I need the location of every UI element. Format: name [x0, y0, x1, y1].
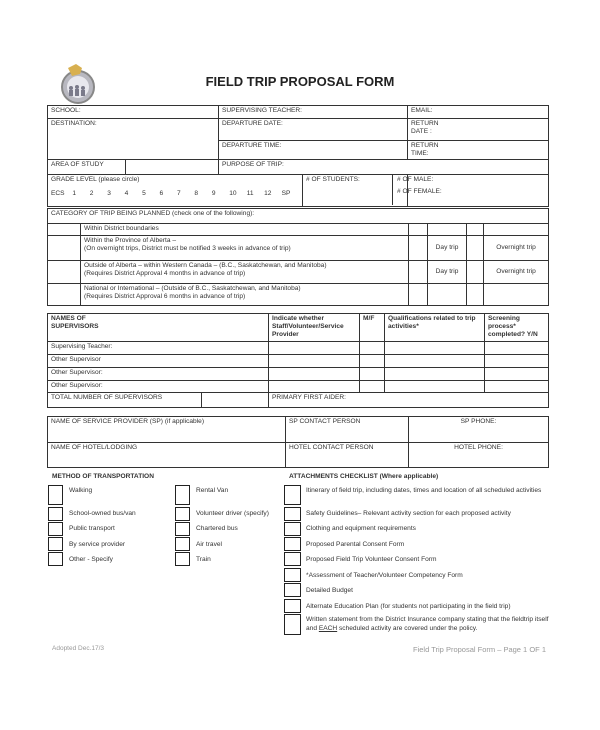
category-note: (Requires District Approval 6 months in advance of trip) — [84, 293, 246, 301]
role-field[interactable] — [269, 342, 360, 355]
role-field[interactable] — [269, 368, 360, 381]
transport-label: Chartered bus — [196, 525, 238, 532]
footer-adopted: Adopted Dec.17/3 — [52, 645, 105, 652]
overnight-checkbox[interactable] — [467, 236, 484, 261]
supervising-teacher-field[interactable]: SUPERVISING TEACHER: — [219, 106, 408, 119]
transport-label: Volunteer driver (specify) — [196, 510, 269, 517]
attachment-checkbox[interactable] — [284, 552, 301, 566]
day-trip-checkbox[interactable] — [409, 236, 428, 261]
grade-option[interactable]: 9 — [211, 189, 216, 197]
hotel-contact-field[interactable]: HOTEL CONTACT PERSON — [286, 443, 409, 468]
walking-checkbox[interactable] — [48, 485, 63, 505]
num-female-label: # OF FEMALE: — [397, 187, 442, 195]
screening-field[interactable] — [485, 355, 549, 368]
attachment-checkbox[interactable] — [284, 583, 301, 597]
attachment-label: Alternate Education Plan (for students not participating in the field trip) — [306, 603, 511, 610]
grade-option[interactable]: 6 — [159, 189, 164, 197]
supervisor-name-field[interactable]: Other Supervisor: — [48, 381, 269, 393]
purpose-field[interactable]: PURPOSE OF TRIP: — [219, 160, 549, 175]
category-header: CATEGORY OF TRIP BEING PLANNED (check one of the following): — [48, 209, 549, 224]
overnight-label: Overnight trip — [484, 261, 549, 284]
transport-label: School-owned bus/van — [69, 510, 136, 517]
attachment-checkbox[interactable] — [284, 599, 301, 613]
attachment-emphasis: EACH — [318, 624, 338, 632]
blank-cell — [428, 224, 467, 236]
supervisor-name-field[interactable]: Other Supervisor — [48, 355, 269, 368]
category-checkbox[interactable] — [48, 261, 81, 284]
transport-label: Air travel — [196, 541, 223, 548]
trip-info-table — [47, 105, 549, 207]
train-checkbox[interactable] — [175, 552, 190, 566]
category-label — [81, 236, 409, 261]
num-male-label: # OF MALE: — [397, 176, 434, 184]
grade-options — [51, 190, 299, 198]
service-provider-checkbox[interactable] — [48, 537, 63, 551]
category-checkbox[interactable] — [48, 224, 81, 236]
grade-option[interactable]: 12 — [264, 189, 272, 197]
return-date-field[interactable]: RETURN DATE : — [408, 119, 549, 141]
grade-option[interactable]: ECS — [51, 189, 65, 197]
return-time-field[interactable]: RETURN TIME: — [408, 141, 549, 160]
category-line: Outside of Alberta – within Western Canada – (B.C., Saskatchewan, and Manitoba) — [84, 262, 327, 269]
other-transport-checkbox[interactable] — [48, 552, 63, 566]
destination-field[interactable]: DESTINATION: — [48, 119, 219, 160]
chartered-bus-checkbox[interactable] — [175, 522, 190, 536]
supervisors-table — [47, 313, 549, 408]
role-field[interactable] — [269, 381, 360, 393]
transport-label: Walking — [69, 487, 93, 494]
sp-phone-field[interactable]: SP PHONE: — [409, 417, 549, 443]
category-checkbox[interactable] — [48, 284, 81, 306]
header-gender: M/F — [360, 314, 385, 342]
header-role: Indicate whether Staff/Volunteer/Service Provider — [269, 314, 360, 342]
hotel-phone-field[interactable]: HOTEL PHONE: — [409, 443, 549, 468]
header-screening: Screening process* completed? Y/N — [485, 314, 549, 342]
checkbox[interactable] — [467, 284, 484, 306]
day-trip-label: Day trip — [428, 261, 467, 284]
checkbox[interactable] — [409, 224, 428, 236]
attachment-checkbox[interactable] — [284, 507, 301, 521]
overnight-label: Overnight trip — [484, 236, 549, 261]
attachment-label: Clothing and equipment requirements — [306, 525, 416, 532]
gender-field[interactable] — [360, 342, 385, 355]
sp-contact-field[interactable]: SP CONTACT PERSON — [286, 417, 409, 443]
provider-table — [47, 416, 549, 468]
category-label: Within District boundaries — [81, 224, 409, 236]
role-field[interactable] — [269, 355, 360, 368]
transport-label: Other - Specify — [69, 556, 113, 563]
qualifications-field[interactable] — [385, 368, 485, 381]
category-line: National or International – (Outside of B.C., Saskatchewan, and Manitoba) — [84, 285, 301, 292]
checkbox[interactable] — [409, 284, 428, 306]
num-students-label: # OF STUDENTS: — [303, 175, 393, 205]
attachment-checkbox[interactable] — [284, 614, 301, 635]
grade-option[interactable]: 10 — [229, 189, 237, 197]
departure-date-field[interactable]: DEPARTURE DATE: — [219, 119, 408, 141]
total-supervisors-label: TOTAL NUMBER OF SUPERVISORS — [48, 393, 202, 408]
qualifications-field[interactable] — [385, 381, 485, 393]
category-label — [81, 284, 409, 306]
transport-title: METHOD OF TRANSPORTATION — [52, 473, 154, 480]
grade-option[interactable]: 5 — [142, 189, 146, 197]
transport-label: By service provider — [69, 541, 126, 548]
transport-label: Rental Van — [196, 487, 229, 494]
day-trip-checkbox[interactable] — [409, 261, 428, 284]
category-note: (On overnight trips, District must be notified 3 weeks in advance of trip) — [84, 245, 291, 253]
attachment-label: Safety Guidelines– Relevant activity section for each proposed activity — [306, 510, 511, 517]
email-field[interactable]: EMAIL: — [408, 106, 549, 119]
sp-name-field[interactable]: NAME OF SERVICE PROVIDER (SP) (if applicable) — [48, 417, 286, 443]
blank-cell — [428, 284, 467, 306]
category-label — [81, 261, 409, 284]
attachment-checkbox[interactable] — [284, 522, 301, 536]
rental-van-checkbox[interactable] — [175, 485, 190, 505]
attachment-label: Proposed Field Trip Volunteer Consent Form — [306, 556, 437, 563]
screening-field[interactable] — [485, 368, 549, 381]
gender-field[interactable] — [360, 368, 385, 381]
page-title: FIELD TRIP PROPOSAL FORM — [205, 74, 395, 89]
departure-time-field[interactable]: DEPARTURE TIME: — [219, 141, 408, 160]
gender-field[interactable] — [360, 381, 385, 393]
grade-option[interactable]: 7 — [176, 189, 181, 197]
grade-option[interactable]: SP — [281, 189, 291, 197]
grade-option[interactable]: 1 — [72, 189, 76, 197]
category-checkbox[interactable] — [48, 236, 81, 261]
footer-page: Field Trip Proposal Form – Page 1 OF 1 — [413, 645, 546, 654]
transport-label: Public transport — [69, 525, 115, 532]
grade-level-label: GRADE LEVEL (please circle) — [51, 176, 140, 184]
volunteer-driver-checkbox[interactable] — [175, 507, 190, 521]
air-travel-checkbox[interactable] — [175, 537, 190, 551]
grade-option[interactable]: 8 — [194, 189, 199, 197]
school-bus-checkbox[interactable] — [48, 507, 63, 521]
grade-option[interactable]: 2 — [89, 189, 94, 197]
header-names: NAMES OF SUPERVISORS — [48, 314, 269, 342]
trip-category-table — [47, 208, 549, 306]
transport-label: Train — [196, 556, 211, 563]
attachment-checkbox[interactable] — [284, 537, 301, 551]
day-trip-label: Day trip — [428, 236, 467, 261]
public-transport-checkbox[interactable] — [48, 522, 63, 536]
grade-option[interactable]: 3 — [107, 189, 111, 197]
category-note: (Requires District Approval 4 months in advance of trip) — [84, 270, 246, 278]
supervisor-name-field[interactable]: Supervising Teacher: — [48, 342, 269, 355]
category-line: Within the Province of Alberta – — [84, 237, 176, 244]
attachments-title: ATTACHMENTS CHECKLIST (Where applicable) — [289, 473, 439, 480]
gender-field[interactable] — [360, 355, 385, 368]
hotel-name-field[interactable]: NAME OF HOTEL/LODGING — [48, 443, 286, 468]
grade-level-cell — [48, 175, 303, 207]
grade-option[interactable]: 4 — [124, 189, 129, 197]
first-aider-field[interactable]: PRIMARY FIRST AIDER: — [269, 393, 549, 408]
attachment-checkbox[interactable] — [284, 568, 301, 582]
gender-counts-cell[interactable] — [397, 175, 549, 207]
attachment-text: Written statement from the District Insurance company stating that the fieldtrip itself and — [306, 616, 549, 632]
area-of-study-field[interactable] — [126, 160, 219, 175]
overnight-checkbox[interactable] — [467, 261, 484, 284]
header-qualifications: Qualifications related to trip activities* — [385, 314, 485, 342]
num-students-field[interactable] — [303, 175, 408, 207]
attachment-label: Proposed Parental Consent Form — [306, 541, 405, 548]
attachment-label — [306, 616, 551, 633]
total-supervisors-field[interactable] — [202, 393, 269, 408]
attachment-label: *Assessment of Teacher/Volunteer Competency Form — [306, 572, 463, 579]
attachment-text: scheduled activity are covered under the policy. — [337, 624, 478, 632]
qualifications-field[interactable] — [385, 342, 485, 355]
screening-field[interactable] — [485, 342, 549, 355]
screening-field[interactable] — [485, 381, 549, 393]
attachment-label: Detailed Budget — [306, 587, 353, 594]
school-field[interactable]: SCHOOL: — [48, 106, 219, 119]
area-of-study-label: AREA OF STUDY — [48, 160, 126, 175]
blank-cell — [484, 284, 549, 306]
attachment-checkbox[interactable] — [284, 485, 301, 505]
supervisor-name-field[interactable]: Other Supervisor: — [48, 368, 269, 381]
attachment-label: Itinerary of field trip, including dates, times and location of all scheduled activities — [306, 487, 542, 494]
checkbox[interactable] — [467, 224, 484, 236]
qualifications-field[interactable] — [385, 355, 485, 368]
blank-cell — [484, 224, 549, 236]
grade-option[interactable]: 11 — [246, 189, 254, 197]
